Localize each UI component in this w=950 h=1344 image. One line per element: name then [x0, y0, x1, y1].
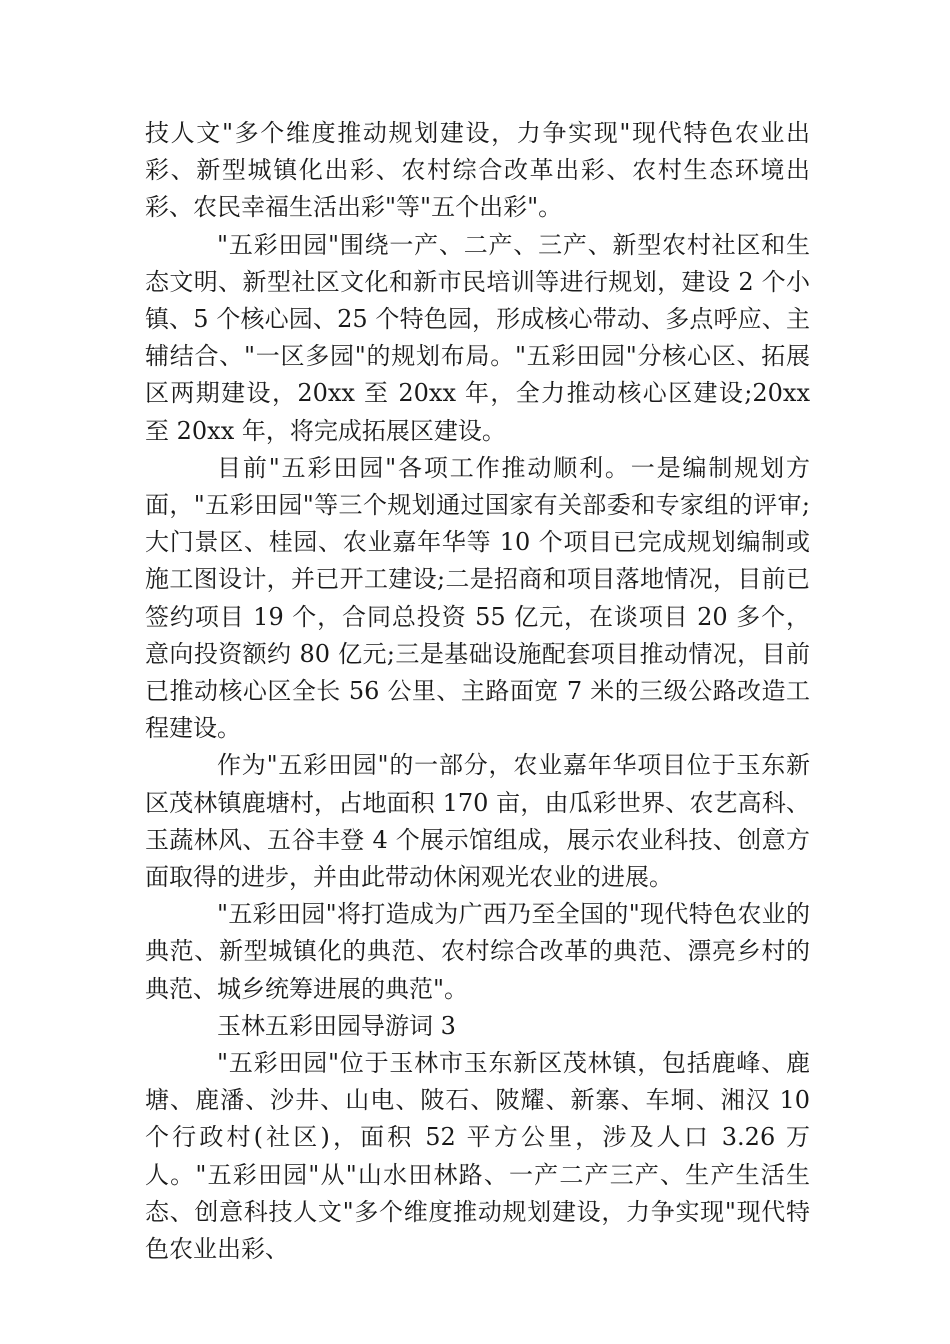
paragraph-3: 目前"五彩田园"各项工作推动顺利。一是编制规划方面，"五彩田园"等三个规划通过国家有关部委和专家组的评审;大门景区、桂园、农业嘉年华等 10 个项目已完成规划编制或施工图设计，并已开工建设;二是招商和项目落地情况，目前已签约项目 19 个，合同总投资 55 亿元，在谈项目 20 多个，意向投资额约 80 亿元;三是基础设施配套项目推动情况，目前已推动核心区全长 56 公里、主路面宽 7 米的三级公路改造工程建设。: [145, 453, 810, 743]
section-paragraph-1: "五彩田园"位于玉林市玉东新区茂林镇，包括鹿峰、鹿塘、鹿潘、沙井、山电、陂石、陂耀、新寨、车垌、湘汉 10 个行政村(社区)，面积 52 平方公里，涉及人口 3.26 万人。"五彩田园"从"山水田林路、一产二产三产、生产生活生态、创意科技人文"多个维度推动规划建设，力争实现"现代特色农业出彩、: [145, 1049, 810, 1264]
document-body: [145, 115, 810, 1268]
section-heading: 玉林五彩田园导游词 3: [217, 1011, 456, 1040]
paragraph-1: 技人文"多个维度推动规划建设，力争实现"现代特色农业出彩、新型城镇化出彩、农村综合改革出彩、农村生态环境出彩、农民幸福生活出彩"等"五个出彩"。: [145, 119, 810, 222]
paragraph-2: "五彩田园"围绕一产、二产、三产、新型农村社区和生态文明、新型社区文化和新市民培训等进行规划，建设 2 个小镇、5 个核心园、25 个特色园，形成核心带动、多点呼应、主辅结合、"一区多园"的规划布局。"五彩田园"分核心区、拓展区两期建设，20xx 至 20xx 年，全力推动核心区建设;20xx 至 20xx 年，将完成拓展区建设。: [145, 230, 810, 445]
paragraph-5: "五彩田园"将打造成为广西乃至全国的"现代特色农业的典范、新型城镇化的典范、农村综合改革的典范、漂亮乡村的典范、城乡统筹进展的典范"。: [145, 900, 810, 1003]
paragraph-4: 作为"五彩田园"的一部分，农业嘉年华项目位于玉东新区茂林镇鹿塘村，占地面积 170 亩，由瓜彩世界、农艺高科、玉蔬林风、五谷丰登 4 个展示馆组成，展示农业科技、创意方面取得的进步，并由此带动休闲观光农业的进展。: [145, 751, 810, 892]
